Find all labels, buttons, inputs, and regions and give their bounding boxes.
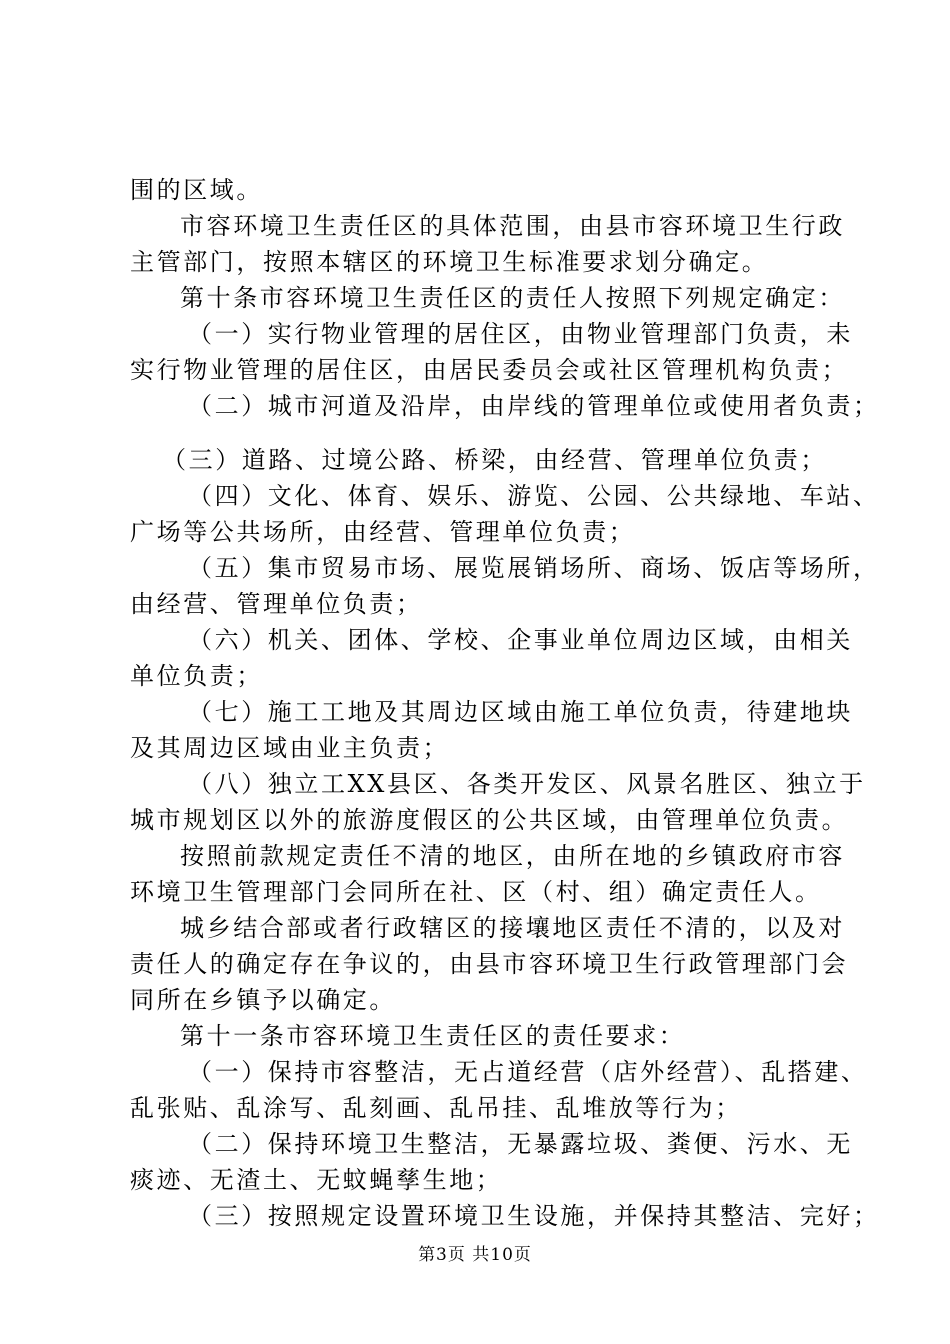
text-line: （七）施工工地及其周边区域由施工单位负责，待建地块 bbox=[188, 698, 853, 726]
text-line: 同所在乡镇予以确定。 bbox=[130, 986, 396, 1014]
text-line: （二）城市河道及沿岸，由岸线的管理单位或使用者负责； bbox=[188, 392, 880, 420]
text-line: 责任人的确定存在争议的，由县市容环境卫生行政管理部门会 bbox=[130, 950, 849, 978]
text-line: （六）机关、团体、学校、企事业单位周边区域，由相关 bbox=[188, 626, 853, 654]
text-line: 第十条市容环境卫生责任区的责任人按照下列规定确定： bbox=[180, 284, 845, 312]
text-line: 城市规划区以外的旅游度假区的公共区域，由管理单位负责。 bbox=[130, 806, 849, 834]
text-line: 环境卫生管理部门会同所在社、区（村、组）确定责任人。 bbox=[130, 878, 822, 906]
text-line: 围的区域。 bbox=[130, 176, 263, 204]
text-line: （二）保持环境卫生整洁，无暴露垃圾、粪便、污水、无 bbox=[188, 1130, 853, 1158]
text-line: 主管部门，按照本辖区的环境卫生标准要求划分确定。 bbox=[130, 248, 769, 276]
text-line: （四）文化、体育、娱乐、游览、公园、公共绿地、车站、 bbox=[188, 482, 880, 510]
text-line: （五）集市贸易市场、展览展销场所、商场、饭店等场所， bbox=[188, 554, 880, 582]
text-line: 乱张贴、乱涂写、乱刻画、乱吊挂、乱堆放等行为； bbox=[130, 1094, 742, 1122]
text-line: 广场等公共场所，由经营、管理单位负责； bbox=[130, 518, 636, 546]
text-line: 实行物业管理的居住区，由居民委员会或社区管理机构负责； bbox=[130, 356, 849, 384]
text-line: （三）道路、过境公路、桥梁，由经营、管理单位负责； bbox=[162, 446, 827, 474]
text-line: （一）实行物业管理的居住区，由物业管理部门负责，未 bbox=[188, 320, 853, 348]
text-line: 第十一条市容环境卫生责任区的责任要求： bbox=[180, 1022, 686, 1050]
text-line: 按照前款规定责任不清的地区，由所在地的乡镇政府市容 bbox=[180, 842, 845, 870]
text-line: 痰迹、无渣土、无蚊蝇孳生地； bbox=[130, 1166, 503, 1194]
text-line: （一）保持市容整洁，无占道经营（店外经营）、乱搭建、 bbox=[188, 1058, 868, 1086]
text-line: 市容环境卫生责任区的具体范围，由县市容环境卫生行政 bbox=[180, 212, 845, 240]
text-line: 由经营、管理单位负责； bbox=[130, 590, 423, 618]
text-line: （八）独立工XX县区、各类开发区、风景名胜区、独立于 bbox=[188, 770, 866, 798]
page-number-footer: 第3页 共10页 bbox=[418, 1245, 532, 1265]
text-line: 及其周边区域由业主负责； bbox=[130, 734, 450, 762]
text-line: 城乡结合部或者行政辖区的接壤地区责任不清的，以及对 bbox=[180, 914, 845, 942]
text-line: （三）按照规定设置环境卫生设施，并保持其整洁、完好； bbox=[188, 1202, 880, 1230]
text-line: 单位负责； bbox=[130, 662, 263, 690]
